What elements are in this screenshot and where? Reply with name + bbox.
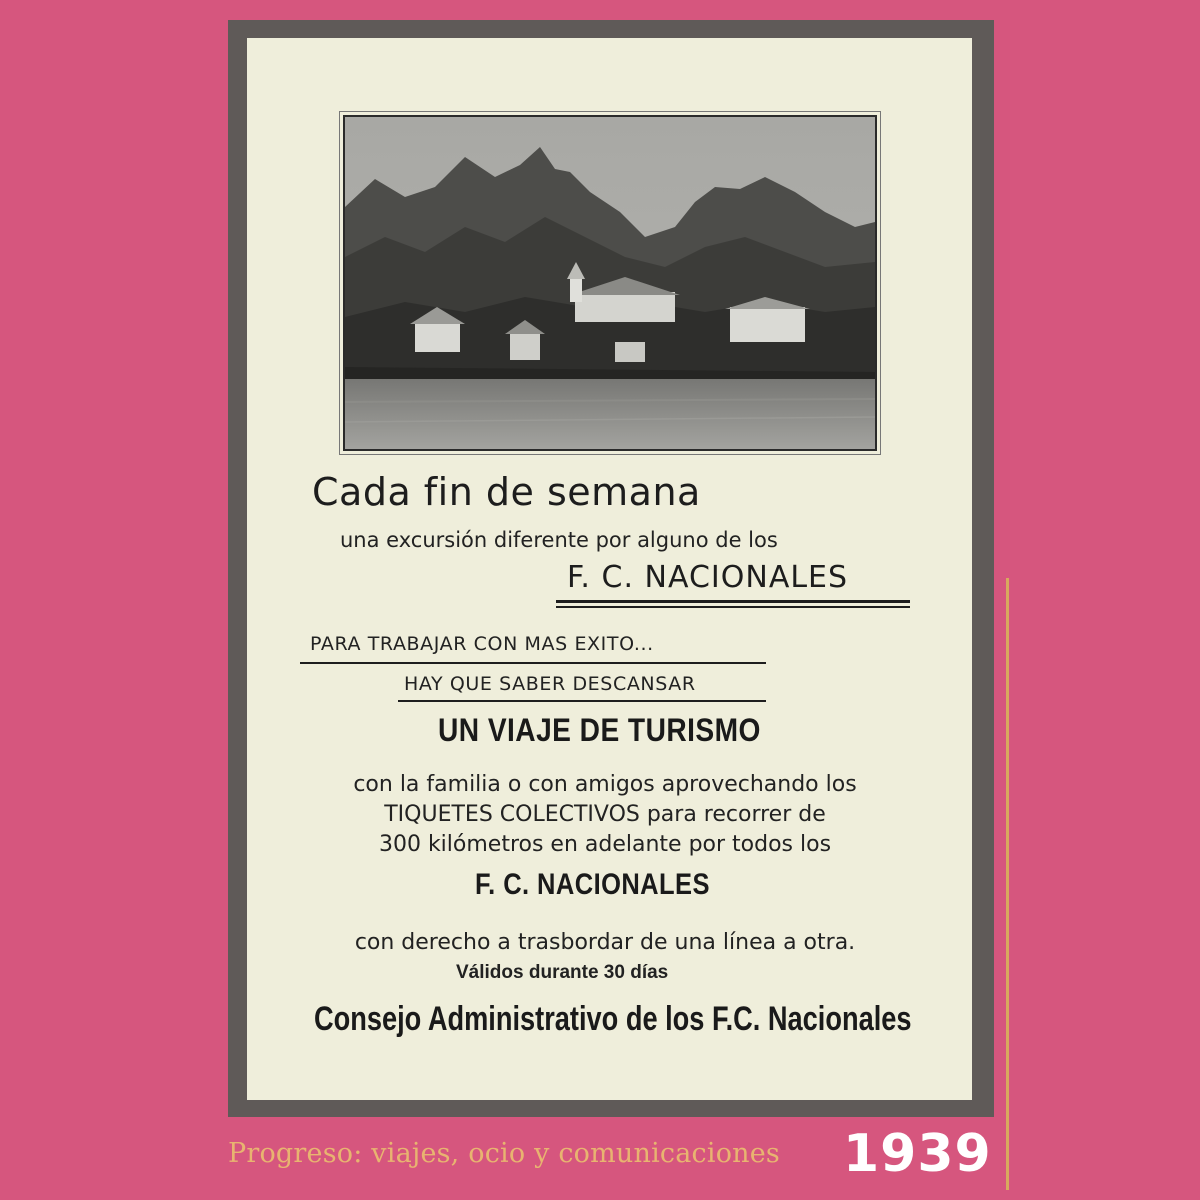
company-name: F. C. NACIONALES <box>567 560 849 595</box>
headline: Cada fin de semana <box>312 470 701 514</box>
accent-line <box>1006 578 1009 1190</box>
slogan-underline-2 <box>398 700 766 702</box>
body-line-3: 300 kilómetros en adelante por todos los <box>378 832 832 857</box>
double-rule-bottom <box>556 606 910 608</box>
body-line-2: TIQUETES COLECTIVOS para recorrer de <box>384 802 826 827</box>
company-name-2: F. C. NACIONALES <box>475 868 710 901</box>
body-line-1: con la familia o con amigos aprovechando los <box>353 772 857 797</box>
footer-caption: Progreso: viajes, ocio y comunicaciones <box>228 1138 780 1169</box>
slogan-line-2: HAY QUE SABER DESCANSAR <box>404 673 696 695</box>
subheadline: una excursión diferente por alguno de los <box>340 528 778 552</box>
mountain-village-photo <box>343 115 877 451</box>
slogan-underline-1 <box>300 662 766 664</box>
footer-year: 1939 <box>843 1124 992 1184</box>
advert-title: UN VIAJE DE TURISMO <box>438 712 761 748</box>
body-line-4: con derecho a trasbordar de una línea a otra. <box>354 930 856 955</box>
validity-note: Válidos durante 30 días <box>456 962 669 983</box>
slogan-line-1: PARA TRABAJAR CON MAS EXITO... <box>310 633 654 655</box>
signature: Consejo Administrativo de los F.C. Nacionales <box>314 1000 912 1038</box>
double-rule-top <box>556 600 910 603</box>
